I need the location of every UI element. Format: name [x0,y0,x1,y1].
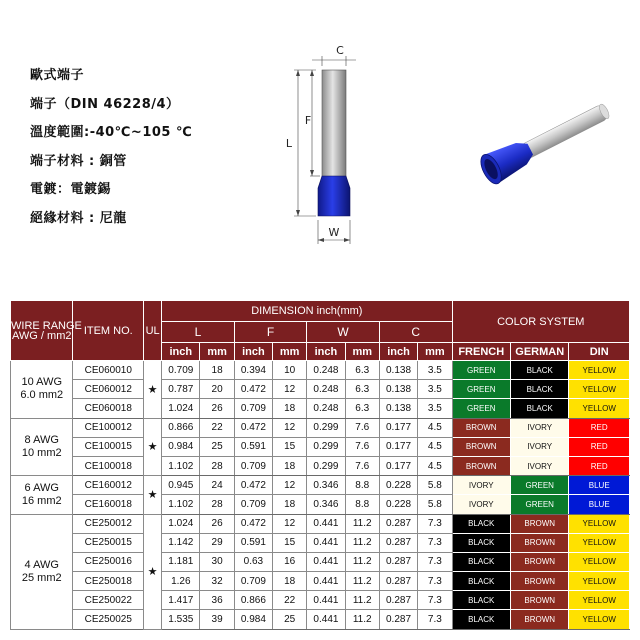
dimension-cell: 0.228 [379,476,417,495]
dimension-cell: 7.3 [418,572,452,591]
dimension-cell: 11.2 [345,610,379,629]
dimension-cell: 24 [200,476,234,495]
dimension-cell: 6.3 [345,399,379,418]
dimension-cell: 0.346 [307,476,345,495]
color-swatch-cell: YELLOW [569,380,630,399]
dimension-cell: 20 [200,380,234,399]
table-row [11,572,630,591]
dimension-cell: 18 [273,399,307,418]
dimension-cell: 12 [273,514,307,533]
color-swatch-cell: BLACK [510,380,568,399]
header-unit: mm [200,343,234,361]
color-swatch-cell: BROWN [452,437,510,456]
dimension-cell: 5.8 [418,476,452,495]
dimension-cell: 18 [273,572,307,591]
color-swatch-cell: YELLOW [569,591,630,610]
color-swatch-cell: GREEN [510,476,568,495]
dimension-cell: 0.709 [234,399,272,418]
dimension-cell: 7.3 [418,610,452,629]
item-number-cell: CE250022 [73,591,144,610]
table-row [11,552,630,571]
color-swatch-cell: RED [569,437,630,456]
dimension-cell: 0.287 [379,572,417,591]
dimension-cell: 16 [273,552,307,571]
dimension-cell: 28 [200,456,234,475]
spec-title: 歐式端子 [30,68,85,83]
color-swatch-cell: YELLOW [569,514,630,533]
dimension-cell: 0.394 [234,361,272,380]
color-swatch-cell: BROWN [452,456,510,475]
item-number-cell: CE250012 [73,514,144,533]
dimension-cell: 0.287 [379,533,417,552]
color-swatch-cell: IVORY [452,495,510,514]
dimension-cell: 0.177 [379,418,417,437]
dimension-cell: 0.709 [234,456,272,475]
dimension-cell: 0.177 [379,456,417,475]
color-swatch-cell: YELLOW [569,572,630,591]
color-swatch-cell: BLACK [510,361,568,380]
dimension-cell: 1.142 [162,533,200,552]
header-unit: inch [162,343,200,361]
dimension-cell: 3.5 [418,380,452,399]
dimension-cell: 0.287 [379,552,417,571]
ferrule-sleeve [318,176,350,216]
item-number-cell: CE100012 [73,418,144,437]
color-swatch-cell: RED [569,418,630,437]
dimension-cell: 0.866 [162,418,200,437]
dimension-cell: 4.5 [418,456,452,475]
dimension-cell: 0.441 [307,591,345,610]
header-dim-c: C [379,322,452,343]
dimension-cell: 10 [273,361,307,380]
dimension-cell: 0.945 [162,476,200,495]
header-german: GERMAN [510,343,568,361]
header-dim-w: W [307,322,380,343]
color-swatch-cell: GREEN [452,399,510,418]
color-swatch-cell: BROWN [510,533,568,552]
dimension-cell: 12 [273,380,307,399]
color-swatch-cell: BLACK [452,552,510,571]
item-number-cell: CE060012 [73,380,144,399]
dimension-cell: 4.5 [418,418,452,437]
ul-star-cell: ★ [144,361,162,419]
dimension-cell: 26 [200,399,234,418]
dimension-cell: 25 [200,437,234,456]
dimension-cell: 30 [200,552,234,571]
dimension-cell: 5.8 [418,495,452,514]
dimension-cell: 0.441 [307,514,345,533]
dimension-cell: 1.024 [162,399,200,418]
color-swatch-cell: YELLOW [569,399,630,418]
wire-range-cell: 8 AWG 10 mm2 [11,418,73,476]
header-unit: mm [345,343,379,361]
color-swatch-cell: BLACK [452,572,510,591]
item-number-cell: CE160018 [73,495,144,514]
dimension-f-label: F [304,114,312,127]
spec-plating: 電鍍：電鍍錫 [30,182,112,198]
ferrule-spec-table [10,300,630,630]
color-swatch-cell: BLACK [452,591,510,610]
dimension-cell: 0.472 [234,476,272,495]
dimension-cell: 1.417 [162,591,200,610]
ul-star-cell: ★ [144,514,162,629]
header-din: DIN [569,343,630,361]
dimension-cell: 0.299 [307,437,345,456]
dimension-cell: 0.138 [379,380,417,399]
dimension-cell: 3.5 [418,361,452,380]
wire-range-cell: 10 AWG 6.0 mm2 [11,361,73,419]
dimension-cell: 11.2 [345,533,379,552]
dimension-cell: 22 [273,591,307,610]
dimension-cell: 0.287 [379,514,417,533]
dimension-cell: 0.138 [379,399,417,418]
spec-list [30,62,192,234]
header-unit: inch [307,343,345,361]
dimension-cell: 6.3 [345,361,379,380]
item-number-cell: CE250015 [73,533,144,552]
color-swatch-cell: GREEN [510,495,568,514]
dimension-l-label: L [285,137,293,150]
dimension-cell: 0.866 [234,591,272,610]
ferrule-dimension-diagram [270,40,370,250]
color-swatch-cell: BROWN [510,552,568,571]
dimension-cell: 18 [273,495,307,514]
item-number-cell: CE100018 [73,456,144,475]
color-swatch-cell: BLACK [452,533,510,552]
table-row [11,533,630,552]
table-row [11,380,630,399]
dimension-cell: 0.441 [307,610,345,629]
dimension-cell: 0.441 [307,572,345,591]
color-swatch-cell: BLACK [452,514,510,533]
render-tube [520,104,609,160]
dimension-cell: 0.984 [162,437,200,456]
dimension-cell: 0.228 [379,495,417,514]
header-unit: inch [379,343,417,361]
dimension-cell: 18 [200,361,234,380]
dimension-cell: 1.024 [162,514,200,533]
dimension-cell: 8.8 [345,495,379,514]
dimension-cell: 0.299 [307,418,345,437]
color-swatch-cell: YELLOW [569,552,630,571]
spec-standard: 端子（DIN 46228/4） [30,96,180,112]
dimension-w-label: W [328,226,340,239]
color-swatch-cell: YELLOW [569,361,630,380]
dimension-cell: 7.6 [345,437,379,456]
dimension-cell: 11.2 [345,514,379,533]
color-swatch-cell: BROWN [452,418,510,437]
table-row [11,591,630,610]
item-number-cell: CE250016 [73,552,144,571]
table-row [11,495,630,514]
color-swatch-cell: IVORY [510,437,568,456]
dimension-cell: 15 [273,533,307,552]
header-unit: inch [234,343,272,361]
dimension-cell: 0.709 [162,361,200,380]
wire-range-cell: 4 AWG 25 mm2 [11,514,73,629]
dimension-cell: 18 [273,456,307,475]
dimension-cell: 0.472 [234,380,272,399]
dimension-cell: 0.287 [379,591,417,610]
color-swatch-cell: IVORY [510,418,568,437]
header-dim-l: L [162,322,235,343]
table-row [11,361,630,380]
dimension-cell: 3.5 [418,399,452,418]
dimension-cell: 11.2 [345,591,379,610]
dimension-cell: 7.6 [345,418,379,437]
dimension-cell: 0.709 [234,572,272,591]
dimension-cell: 0.441 [307,552,345,571]
color-swatch-cell: BLUE [569,495,630,514]
dimension-cell: 15 [273,437,307,456]
color-swatch-cell: BROWN [510,514,568,533]
dimension-c-label: C [336,44,344,57]
dimension-cell: 4.5 [418,437,452,456]
table-row [11,476,630,495]
dimension-cell: 0.787 [162,380,200,399]
dimension-cell: 1.181 [162,552,200,571]
dimension-cell: 0.248 [307,399,345,418]
ul-star-cell: ★ [144,418,162,476]
dimension-cell: 0.709 [234,495,272,514]
dimension-cell: 0.472 [234,514,272,533]
dimension-cell: 0.984 [234,610,272,629]
dimension-cell: 11.2 [345,572,379,591]
table-body [11,361,630,630]
dimension-cell: 0.287 [379,610,417,629]
header-unit: mm [273,343,307,361]
dimension-cell: 7.3 [418,591,452,610]
dimension-cell: 1.102 [162,456,200,475]
dimension-cell: 32 [200,572,234,591]
table-row [11,610,630,629]
dimension-cell: 7.3 [418,514,452,533]
ferrule-3d-render [470,90,620,200]
color-swatch-cell: BLACK [510,399,568,418]
spec-material: 端子材料 : 銅管 [30,153,127,169]
dimension-cell: 8.8 [345,476,379,495]
table-row [11,418,630,437]
color-swatch-cell: GREEN [452,380,510,399]
item-number-cell: CE100015 [73,437,144,456]
dimension-cell: 7.3 [418,552,452,571]
dimension-cell: 1.26 [162,572,200,591]
wire-range-cell: 6 AWG 16 mm2 [11,476,73,514]
table-row [11,456,630,475]
dimension-cell: 26 [200,514,234,533]
dimension-cell: 25 [273,610,307,629]
color-swatch-cell: YELLOW [569,610,630,629]
color-swatch-cell: BROWN [510,572,568,591]
dimension-cell: 0.248 [307,361,345,380]
header-french: FRENCH [452,343,510,361]
table-row [11,399,630,418]
header-wire-range: WIRE RANGE AWG / mm2 [11,301,73,361]
dimension-cell: 0.472 [234,418,272,437]
dimension-cell: 12 [273,476,307,495]
item-number-cell: CE060018 [73,399,144,418]
dimension-cell: 11.2 [345,552,379,571]
dimension-cell: 0.63 [234,552,272,571]
dimension-cell: 0.591 [234,533,272,552]
color-swatch-cell: BLUE [569,476,630,495]
color-swatch-cell: YELLOW [569,533,630,552]
spec-insulation: 絕緣材料 : 尼龍 [30,210,127,226]
dimension-cell: 28 [200,495,234,514]
item-number-cell: CE250025 [73,610,144,629]
dimension-cell: 0.591 [234,437,272,456]
dimension-cell: 6.3 [345,380,379,399]
color-swatch-cell: RED [569,456,630,475]
ferrule-tube [322,70,346,182]
item-number-cell: CE060010 [73,361,144,380]
table-row [11,514,630,533]
dimension-cell: 0.177 [379,437,417,456]
dimension-cell: 1.535 [162,610,200,629]
spec-temperature: 溫度範圍:-40℃~105 ℃ [30,125,193,141]
dimension-cell: 0.248 [307,380,345,399]
item-number-cell: CE250018 [73,572,144,591]
dimension-cell: 0.346 [307,495,345,514]
dimension-cell: 0.138 [379,361,417,380]
color-swatch-cell: IVORY [510,456,568,475]
dimension-cell: 0.299 [307,456,345,475]
header-dimension: DIMENSION inch(mm) [162,301,452,322]
dimension-cell: 12 [273,418,307,437]
dimension-cell: 1.102 [162,495,200,514]
dimension-cell: 39 [200,610,234,629]
color-swatch-cell: BROWN [510,591,568,610]
dimension-cell: 29 [200,533,234,552]
header-dim-f: F [234,322,307,343]
header-item-no: ITEM NO. [73,301,144,361]
dimension-cell: 7.6 [345,456,379,475]
header-unit: mm [418,343,452,361]
color-swatch-cell: IVORY [452,476,510,495]
ul-star-cell: ★ [144,476,162,514]
table-row [11,437,630,456]
header-color-system: COLOR SYSTEM [452,301,629,343]
color-swatch-cell: BROWN [510,610,568,629]
dimension-cell: 0.441 [307,533,345,552]
dimension-cell: 22 [200,418,234,437]
dimension-cell: 7.3 [418,533,452,552]
header-ul: UL [144,301,162,361]
item-number-cell: CE160012 [73,476,144,495]
color-swatch-cell: BLACK [452,610,510,629]
dimension-cell: 36 [200,591,234,610]
color-swatch-cell: GREEN [452,361,510,380]
